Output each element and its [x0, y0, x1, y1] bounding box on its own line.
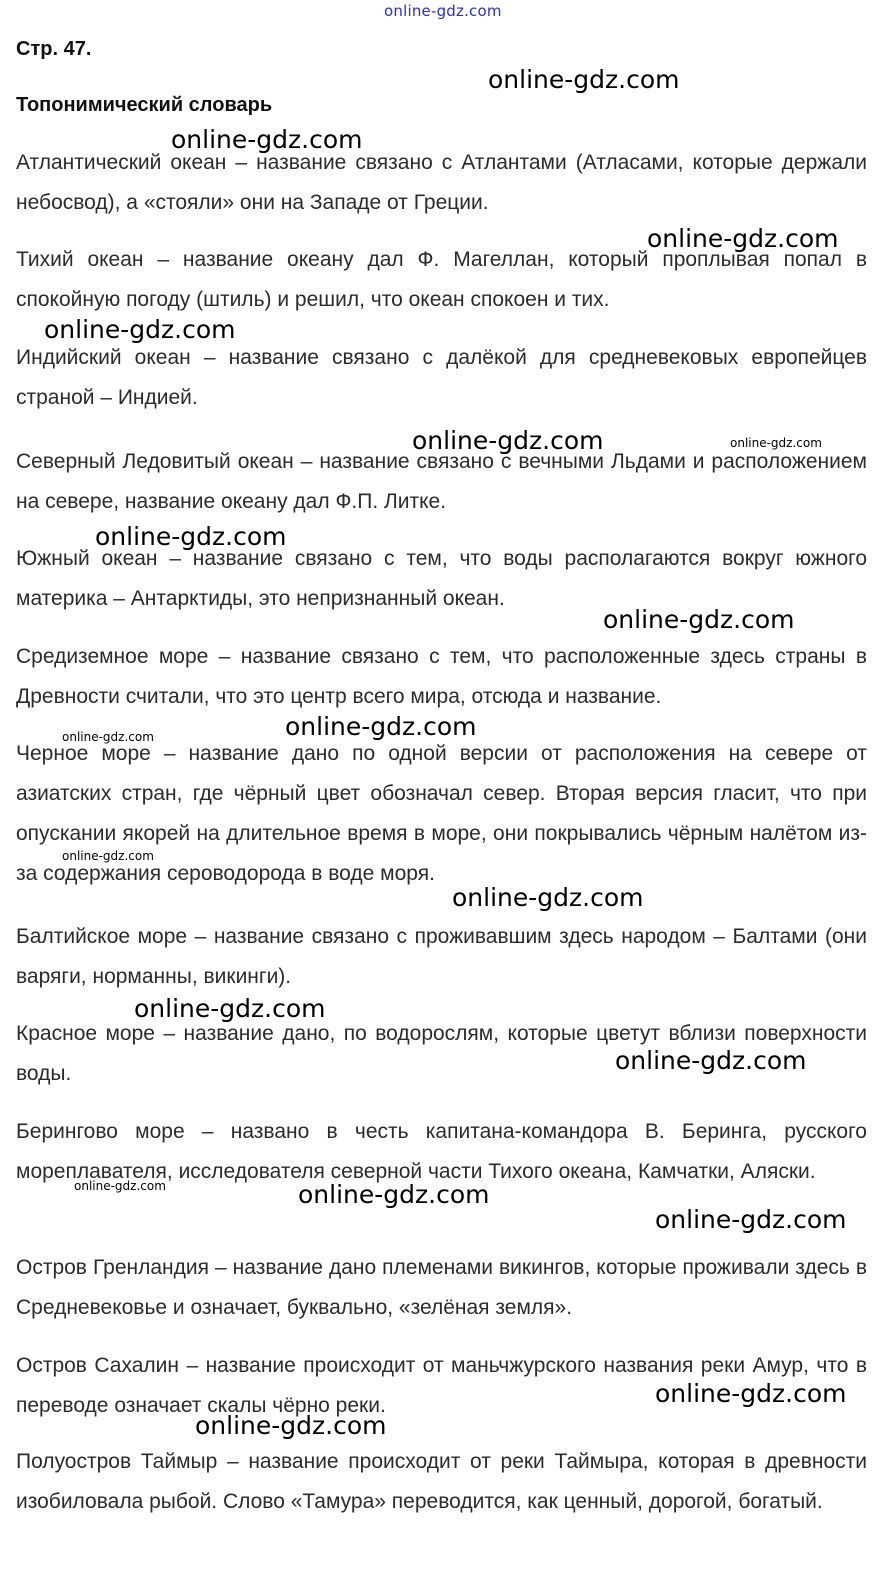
entry-arctic-ocean: Северный Ледовитый океан – название связано с вечными Льдами и расположением на севере, название океану дал Ф.П. Литке.	[16, 450, 867, 513]
watermark: online-gdz.com	[655, 1205, 847, 1234]
entry-pacific-ocean: Тихий океан – название океану дал Ф. Магеллан, который проплывая попал в спокойную погоду (штиль) и решил, что океан спокоен и тих.	[16, 248, 867, 311]
entry-southern-ocean: Южный океан – название связано с тем, что воды располагаются вокруг южного материка – Антарктиды, это непризнанный океан.	[16, 547, 867, 610]
watermark: online-gdz.com	[603, 605, 795, 634]
entry-black-sea: Черное море – название дано по одной версии от расположения на севере от азиатских стран, где чёрный цвет обозначал север. Вторая версия гласит, что при опускании якорей на длительное время в море, они покрывались чёрным налётом из-за содержания сероводорода в воде моря.	[16, 742, 867, 885]
watermark-small: online-gdz.com	[62, 849, 154, 863]
page-number: Стр. 47.	[16, 38, 92, 60]
watermark: online-gdz.com	[134, 994, 326, 1023]
watermark: online-gdz.com	[655, 1379, 847, 1408]
page-title: Топонимический словарь	[16, 94, 273, 116]
entry-greenland-island: Остров Гренландия – название дано племенами викингов, которые проживали здесь в Средневековье и означает, буквально, «зелёная земля».	[16, 1256, 867, 1319]
watermark: online-gdz.com	[285, 712, 477, 741]
entry-baltic-sea: Балтийское море – название связано с проживавшим здесь народом – Балтами (они варяги, норманны, викинги).	[16, 925, 867, 988]
watermark: online-gdz.com	[615, 1046, 807, 1075]
top-watermark: online-gdz.com	[384, 2, 502, 20]
entry-bering-sea: Берингово море – названо в честь капитана-командора В. Беринга, русского мореплавателя, исследователя северной части Тихого океана, Камчатки, Аляски.	[16, 1120, 867, 1183]
entry-mediterranean-sea: Средиземное море – название связано с тем, что расположенные здесь страны в Древности считали, что это центр всего мира, отсюда и название.	[16, 645, 867, 708]
entry-red-sea: Красное море – название дано, по водорослям, которые цветут вблизи поверхности воды.	[16, 1022, 867, 1085]
entry-sakhalin-island: Остров Сахалин – название происходит от маньчжурского названия реки Амур, что в переводе означает скалы чёрно реки.	[16, 1354, 867, 1417]
watermark: online-gdz.com	[44, 315, 236, 344]
watermark: online-gdz.com	[171, 125, 363, 154]
watermark: online-gdz.com	[412, 426, 604, 455]
watermark-small: online-gdz.com	[730, 436, 822, 450]
watermark: online-gdz.com	[195, 1411, 387, 1440]
watermark-small: online-gdz.com	[74, 1179, 166, 1193]
watermark: online-gdz.com	[452, 883, 644, 912]
watermark: online-gdz.com	[298, 1180, 490, 1209]
watermark: online-gdz.com	[488, 65, 680, 94]
watermark: online-gdz.com	[95, 522, 287, 551]
entry-indian-ocean: Индийский океан – название связано с далёкой для средневековых европейцев страной – Индией.	[16, 346, 867, 409]
entry-atlantic-ocean: Атлантический океан – название связано с Атлантами (Атласами, которые держали небосвод), а «стояли» они на Западе от Греции.	[16, 151, 867, 214]
entry-taimyr-peninsula: Полуостров Таймыр – название происходит от реки Таймыра, которая в древности изобиловала рыбой. Слово «Тамура» переводится, как ценный, дорогой, богатый.	[16, 1450, 867, 1513]
watermark: online-gdz.com	[647, 224, 839, 253]
watermark-small: online-gdz.com	[62, 730, 154, 744]
